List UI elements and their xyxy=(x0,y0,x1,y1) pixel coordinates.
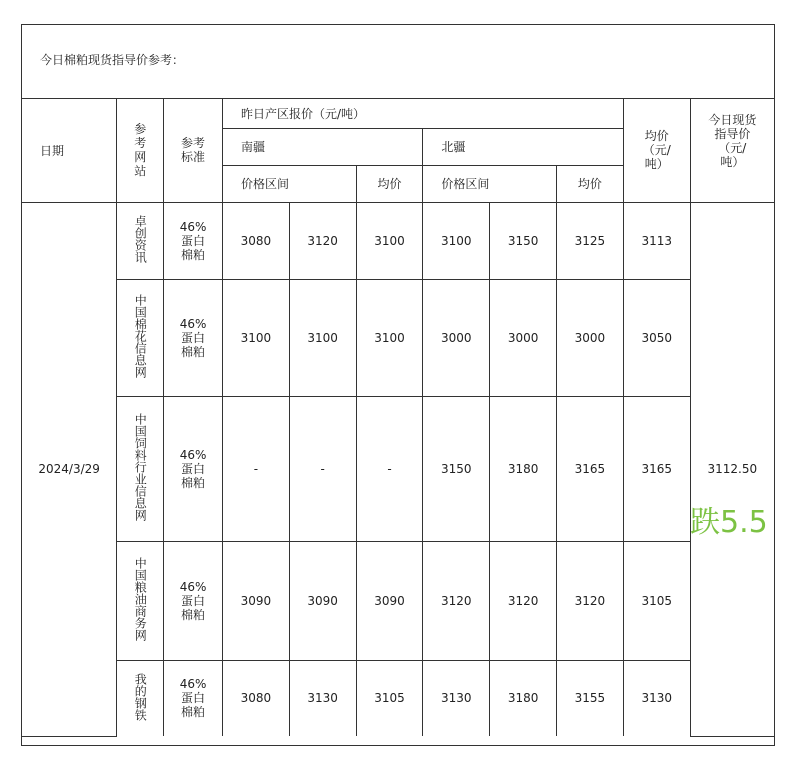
overall-avg: 3130 xyxy=(623,660,690,736)
south-high: - xyxy=(289,396,356,541)
north-avg: 3125 xyxy=(557,202,624,279)
table-row xyxy=(22,396,774,541)
header-south-range: 价格区间 xyxy=(222,165,356,202)
overall-avg: 3165 xyxy=(623,396,690,541)
north-high: 3120 xyxy=(490,541,557,660)
overall-avg: 3113 xyxy=(623,202,690,279)
north-low: 3120 xyxy=(423,541,490,660)
north-high: 3180 xyxy=(490,660,557,736)
north-avg: 3155 xyxy=(557,660,624,736)
site-cell: 中国棉花信息网 xyxy=(117,279,164,396)
south-low: 3090 xyxy=(222,541,289,660)
standard-cell: 46% 蛋白 棉粕 xyxy=(164,396,223,541)
header-guide-price: 今日现货 指导价 （元/ 吨） xyxy=(690,99,774,202)
south-low: 3100 xyxy=(222,279,289,396)
title-row xyxy=(22,25,774,99)
header-north: 北疆 xyxy=(423,128,623,165)
overall-avg: 3105 xyxy=(623,541,690,660)
south-high: 3100 xyxy=(289,279,356,396)
site-cell: 中国饲料行业信息网 xyxy=(117,396,164,541)
header-yesterday: 昨日产区报价（元/吨） xyxy=(222,99,623,128)
north-avg: 3120 xyxy=(557,541,624,660)
table-row xyxy=(22,279,774,396)
south-low: 3080 xyxy=(222,660,289,736)
north-high: 3180 xyxy=(490,396,557,541)
standard-cell: 46% 蛋白 棉粕 xyxy=(164,541,223,660)
south-high: 3090 xyxy=(289,541,356,660)
table-title: 今日棉粕现货指导价参考： xyxy=(40,53,185,67)
south-avg: 3090 xyxy=(356,541,423,660)
south-high: 3120 xyxy=(289,202,356,279)
header-date: 日期 xyxy=(22,99,117,202)
north-low: 3100 xyxy=(423,202,490,279)
site-cell: 卓创资讯 xyxy=(117,202,164,279)
standard-cell: 46% 蛋白 棉粕 xyxy=(164,660,223,736)
north-high: 3000 xyxy=(490,279,557,396)
header-south: 南疆 xyxy=(222,128,422,165)
table-row xyxy=(22,202,774,279)
north-low: 3150 xyxy=(423,396,490,541)
south-avg: - xyxy=(356,396,423,541)
guide-price-cell: 3112.50 xyxy=(690,202,774,736)
header-north-avg: 均价 xyxy=(557,165,624,202)
south-high: 3130 xyxy=(289,660,356,736)
south-avg: 3100 xyxy=(356,202,423,279)
site-cell: 中国粮油商务网 xyxy=(117,541,164,660)
header-site: 参 考 网 站 xyxy=(117,99,164,202)
header-north-range: 价格区间 xyxy=(423,165,557,202)
standard-cell: 46% 蛋白 棉粕 xyxy=(164,279,223,396)
north-avg: 3165 xyxy=(557,396,624,541)
south-low: - xyxy=(222,396,289,541)
header-standard: 参考 标准 xyxy=(164,99,223,202)
table-row xyxy=(22,541,774,660)
south-avg: 3100 xyxy=(356,279,423,396)
table-row xyxy=(22,660,774,736)
header-overall-avg: 均价 （元/ 吨） xyxy=(623,99,690,202)
overall-avg: 3050 xyxy=(623,279,690,396)
price-table xyxy=(22,99,774,737)
header-south-avg: 均价 xyxy=(356,165,423,202)
north-high: 3150 xyxy=(490,202,557,279)
north-low: 3130 xyxy=(423,660,490,736)
change-watermark: 跌5.5 xyxy=(690,505,768,540)
date-cell: 2024/3/29 xyxy=(22,202,117,736)
north-avg: 3000 xyxy=(557,279,624,396)
north-low: 3000 xyxy=(423,279,490,396)
south-low: 3080 xyxy=(222,202,289,279)
south-avg: 3105 xyxy=(356,660,423,736)
site-cell: 我的钢铁 xyxy=(117,660,164,736)
price-table-frame xyxy=(21,24,775,746)
standard-cell: 46% 蛋白 棉粕 xyxy=(164,202,223,279)
